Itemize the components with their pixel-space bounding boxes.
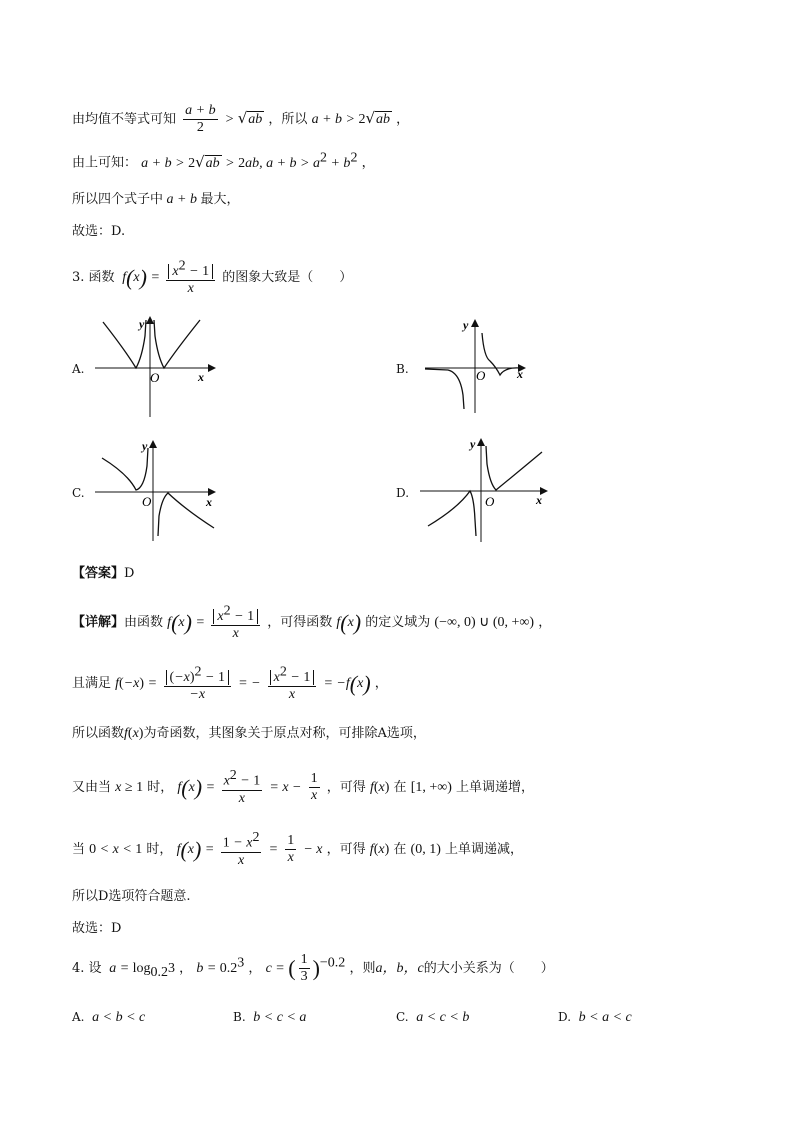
text-line-2: 由上可知： a + b > 2√ab > 2ab, $a + b > a^2 + b^2$ ， (72, 150, 375, 171)
choice-label: D. (558, 1010, 572, 1024)
answer-value: D (124, 566, 135, 581)
fraction: $\frac{a + b}{2}$ (185, 103, 216, 135)
text: 上单调递增， (456, 779, 535, 795)
text: ， (361, 155, 375, 171)
detail-line-6: 所以D选项符合题意. (72, 889, 191, 904)
question-4: 4. 设 $a = \log_{0.2}3$ ， $b = 0.2^3$ ， c = ( $\frac{1}{3}$ )$^{-0.2}$ ，则a，b，c的大小关系为（ ） (72, 952, 554, 984)
text: 又由当 (72, 779, 112, 795)
text: ，所以 (268, 112, 308, 127)
choice-d[interactable] (558, 1010, 632, 1026)
detail-line-5: 当 0 < x < 1 时， f(x) = $\frac{1 - x^2}{x}$ = $\frac{1}{x}$ − x ，可得 f(x) 在 (0, 1) 上单调递减， (72, 830, 524, 868)
text: 当 (72, 841, 86, 857)
text: 在 (393, 841, 407, 857)
fraction: $\frac{(-x)^2 - 1}{-x}$ (164, 664, 231, 703)
fraction: $\frac{x^2 - 1}{x}$ (268, 664, 317, 703)
option-c-label: C. (72, 486, 85, 500)
choice-label: B. (233, 1010, 246, 1024)
choice-expression: b < c < a (253, 1010, 307, 1025)
choice-label: A. (72, 1010, 85, 1024)
answer-label: 【答案】 (72, 566, 125, 581)
text: 最大， (200, 192, 240, 207)
text: 所以函数 (72, 726, 125, 741)
text: 时， (147, 779, 174, 795)
detail-line-4: 又由当 x ≥ 1 时， f(x) = $\frac{x^2 - 1}{x}$ = x − $\frac{1}{x}$ ，可得 f(x) 在 [1, +∞) 上单调递增， (72, 768, 535, 806)
text-line-3: 所以四个式子中 a + b 最大， (72, 192, 240, 207)
text: 时， (146, 841, 173, 857)
choice-a[interactable] (72, 1010, 145, 1026)
choice-expression: b < a < c (578, 1010, 632, 1025)
detail-line-2: 且满足 f(−x) = $\frac{(-x)^2 - 1}{-x}$ = − $\frac{x^2 - 1}{x}$ = −f(x) ， (72, 664, 388, 702)
graph-option-b (420, 315, 560, 415)
text: 由均值不等式可知 (72, 112, 177, 127)
text: 由上可知： (72, 155, 138, 171)
axis-x-label: x (206, 495, 212, 509)
text: 所以四个式子中 (72, 192, 164, 207)
origin-label: O (142, 494, 152, 509)
origin-label: O (150, 370, 160, 385)
question-number: 3. 函数 (72, 269, 115, 285)
choice-expression: a < c < b (416, 1010, 470, 1025)
choice-expression: a < b < c (92, 1010, 146, 1025)
detail-line-3: 所以函数f(x)为奇函数，其图象关于原点对称，可排除A选项， (72, 726, 426, 741)
graph-option-a (90, 312, 230, 422)
option-d-label: D. (396, 486, 410, 500)
option-b-label: B. (396, 362, 409, 376)
graph-option-d (418, 434, 568, 546)
question-3: 3. 函数 f(x) = $\frac{x^2 - 1}{x}$ 的图象大致是（ ） (72, 258, 353, 296)
graph-option-c (90, 436, 230, 546)
text: 为奇函数，其图象关于原点对称，可排除A选项， (143, 726, 426, 741)
text: ，可得 (326, 779, 366, 795)
fraction: $\frac{x^2 - 1}{x}$ (223, 768, 261, 806)
choice-label: C. (396, 1010, 409, 1024)
axis-y-label: y (470, 437, 476, 451)
text: ， (374, 675, 388, 691)
detail-label: 【详解】 (72, 614, 125, 630)
text: ， (179, 961, 193, 976)
text: 的图象大致是（ ） (222, 269, 353, 285)
axis-x-label: x (198, 370, 204, 384)
detail-line-7: 故选：D (72, 921, 122, 936)
answer-line (72, 562, 134, 581)
text: ， (538, 614, 552, 630)
choice-b[interactable] (233, 1010, 306, 1026)
axis-x-label: x (517, 367, 523, 381)
fraction: $\frac{1}{x}$ (287, 832, 295, 865)
fraction: $\frac{x^2 - 1}{x}$ (166, 258, 215, 297)
text: 上单调递减， (445, 841, 524, 857)
text-line-1: 由均值不等式可知 $\frac{a + b}{2}$ > √ab ，所以 a + b > 2√ab ， (72, 103, 410, 135)
text: 在 (393, 779, 407, 795)
text: ， (248, 961, 262, 976)
origin-label: O (485, 494, 495, 509)
fraction: $\frac{1 - x^2}{x}$ (222, 830, 260, 868)
text: 的大小关系为（ ） (423, 961, 554, 976)
axis-y-label: y (463, 318, 469, 332)
choice-c[interactable] (396, 1010, 469, 1026)
text: ，可得函数 (267, 614, 333, 630)
text: ，可得 (326, 841, 366, 857)
text: ， (396, 112, 410, 127)
axis-y-label: y (139, 317, 145, 331)
text: ，则 (349, 961, 376, 976)
text-line-4: 故选：D. (72, 224, 126, 239)
question-number: 4. 设 (72, 961, 102, 976)
fraction: $\frac{1}{x}$ (310, 770, 318, 803)
text: 由函数 (124, 614, 164, 630)
text: 的定义域为 (365, 614, 431, 630)
axis-x-label: x (536, 493, 542, 507)
detail-line-1: 【详解】由函数 f(x) = $\frac{x^2 - 1}{x}$ ，可得函数 f(x) 的定义域为 (−∞, 0) ∪ (0, +∞) ， (72, 603, 552, 641)
text: 且满足 (72, 675, 112, 691)
fraction: $\frac{1}{3}$ (300, 952, 308, 984)
origin-label: O (476, 368, 486, 383)
axis-y-label: y (142, 439, 148, 453)
option-a-label: A. (72, 362, 85, 376)
fraction: $\frac{x^2 - 1}{x}$ (211, 603, 260, 642)
